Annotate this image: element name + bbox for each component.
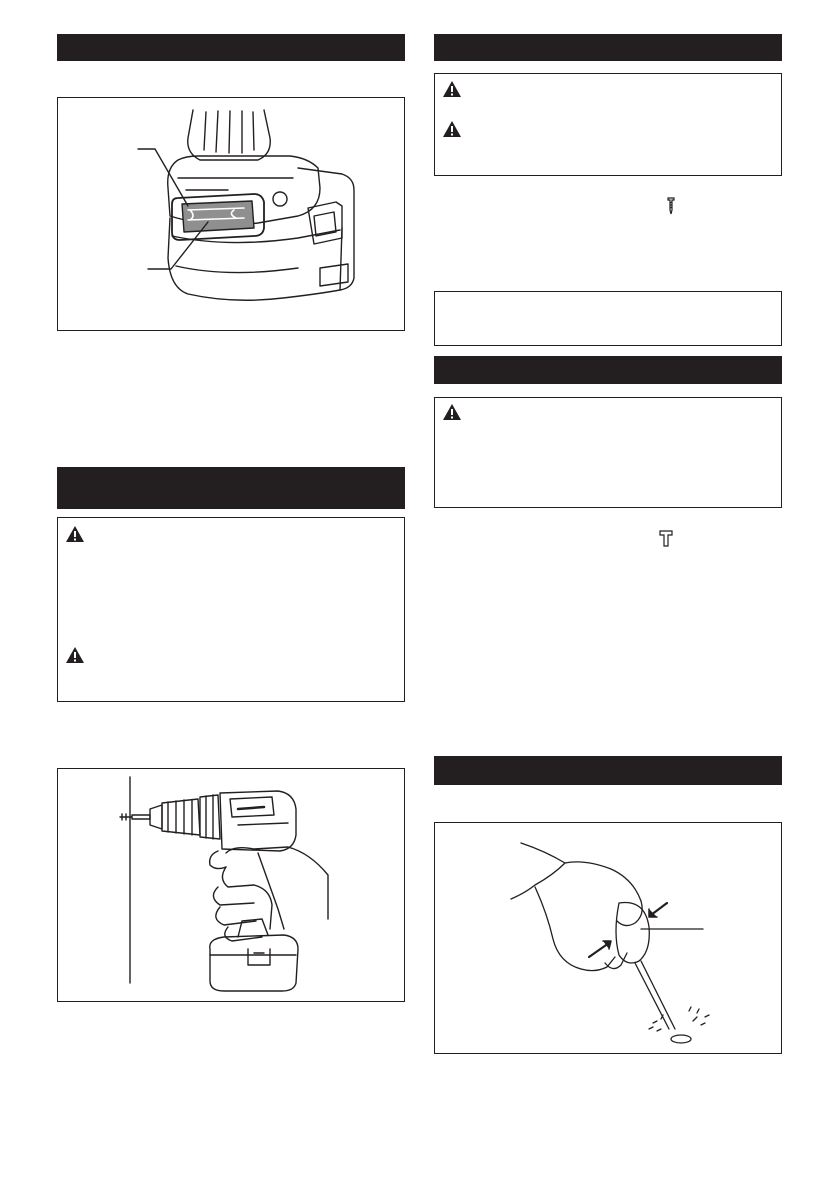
section-header-bar-4 [434, 356, 782, 384]
warning-box-left [57, 517, 405, 702]
blow-out-bulb-illustration [435, 823, 781, 1053]
note-box-right [434, 291, 782, 346]
warning-triangle-icon [442, 120, 462, 138]
warning-triangle-icon [442, 80, 462, 98]
tool-battery-illustration [58, 98, 404, 330]
section-header-bar-5 [434, 756, 782, 785]
figure-screwdriving [57, 768, 405, 1002]
warning-box-right-middle [434, 397, 782, 508]
figure-blow-out-bulb [434, 822, 782, 1054]
figure-battery-indicator [57, 97, 405, 331]
section-header-bar-1 [57, 34, 405, 61]
hammer-icon [659, 529, 673, 547]
drill-screwdriving-illustration [58, 769, 404, 1001]
warning-triangle-icon [442, 403, 462, 421]
section-header-bar-2 [57, 467, 405, 509]
screw-icon [664, 197, 678, 215]
warning-box-right-top [434, 73, 782, 176]
section-header-bar-3 [434, 34, 782, 61]
warning-triangle-icon [65, 646, 85, 664]
warning-triangle-icon [65, 525, 85, 543]
